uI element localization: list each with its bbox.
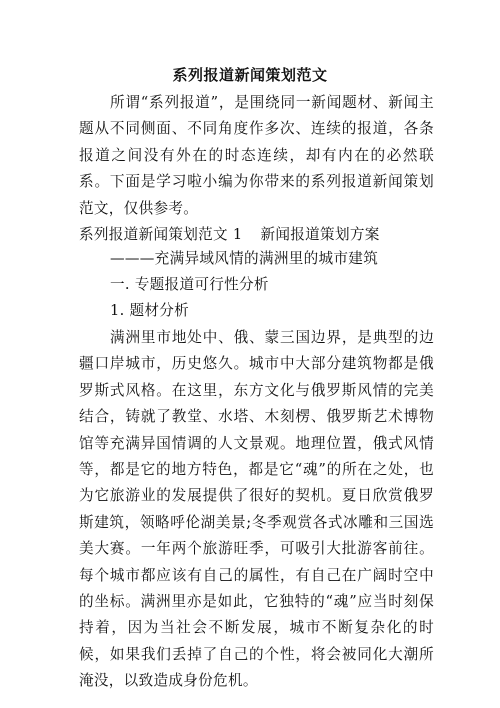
subsection-heading: 1. 题材分析 (110, 302, 190, 319)
intro-paragraph: 所谓“系列报道”，是围绕同一新闻题材、新闻主题从不同侧面、不同角度作多次、连续的报道，各条报道之间没有外在的时态连续，却有内在的必然联系。下面是学习啦小编为你带来的系列报道新闻策划范文，仅供参考。 (79, 94, 434, 217)
subtitle-line-2: ———充满异域风情的满洲里的城市建筑 (110, 250, 379, 267)
subtitle-line (79, 222, 439, 248)
section-heading: 一. 专题报道可行性分析 (110, 276, 269, 293)
subtitle-left: 系列报道新闻策划范文 1 (79, 226, 243, 243)
body-paragraph: 满洲里市地处中、俄、蒙三国边界，是典型的边疆口岸城市，历史悠久。城市中大部分建筑物都是俄罗斯式风格。在这里，东方文化与俄罗斯风情的完美结合，铸就了教堂、水塔、木刻楞、俄罗斯艺术博物馆等充满异国情调的人文景观。地理位置，俄式风情等，都是它的地方特色，都是它“魂”的所在之处，也为它旅游业的发展提供了很好的契机。夏日欣赏俄罗斯建筑，领略呼伦湖美景;冬季观赏各式冰雕和三国选美大赛。一年两个旅游旺季，可吸引大批游客前往。每个城市都应该有自己的属性，有自己在广阔时空中的坐标。满洲里亦是如此，它独特的“魂”应当时刻保持着，因为当社会不断发展，城市不断复杂化的时候，如果我们丢掉了自己的个性，将会被同化大潮所淹没，以致造成身份危机。 (79, 329, 434, 690)
document-title: 系列报道新闻策划范文 (172, 66, 328, 84)
subtitle-right: 新闻报道策划方案 (260, 226, 380, 243)
